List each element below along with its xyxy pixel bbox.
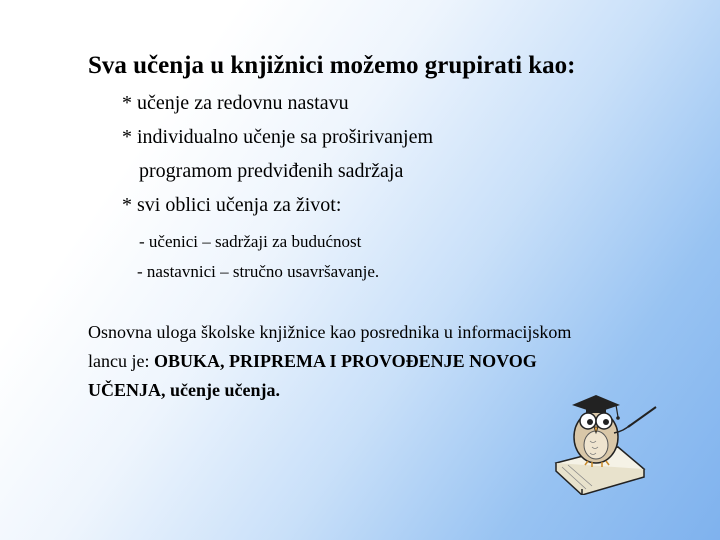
bullet-lifelong-learning: * svi oblici učenja za život: xyxy=(122,194,342,216)
owl-graduate-book-icon xyxy=(548,385,668,495)
bullet-individual-learning: * individualno učenje sa proširivanjem xyxy=(122,126,434,148)
paragraph-line-3-bold: UČENJA, učenje učenja. xyxy=(88,380,280,400)
subitem-students: - učenici – sadržaji za budućnost xyxy=(139,232,362,251)
paragraph-line-2-bold: OBUKA, PRIPREMA I PROVOĐENJE NOVOG xyxy=(153,351,537,371)
subitem-teachers: - nastavnici – stručno usavršavanje. xyxy=(137,262,380,281)
slide-heading: Sva učenja u knjižnici možemo grupirati kao: xyxy=(88,52,576,79)
paragraph-line-2 xyxy=(88,347,668,376)
bullet-individual-learning-continued: programom predviđenih sadržaja xyxy=(139,160,404,182)
paragraph-line-1: Osnovna uloga školske knjižnice kao posrednika u informacijskom xyxy=(88,322,572,342)
bullet-regular-teaching: * učenje za redovnu nastavu xyxy=(122,92,349,114)
paragraph-line-2-regular: lancu je: xyxy=(88,351,154,371)
